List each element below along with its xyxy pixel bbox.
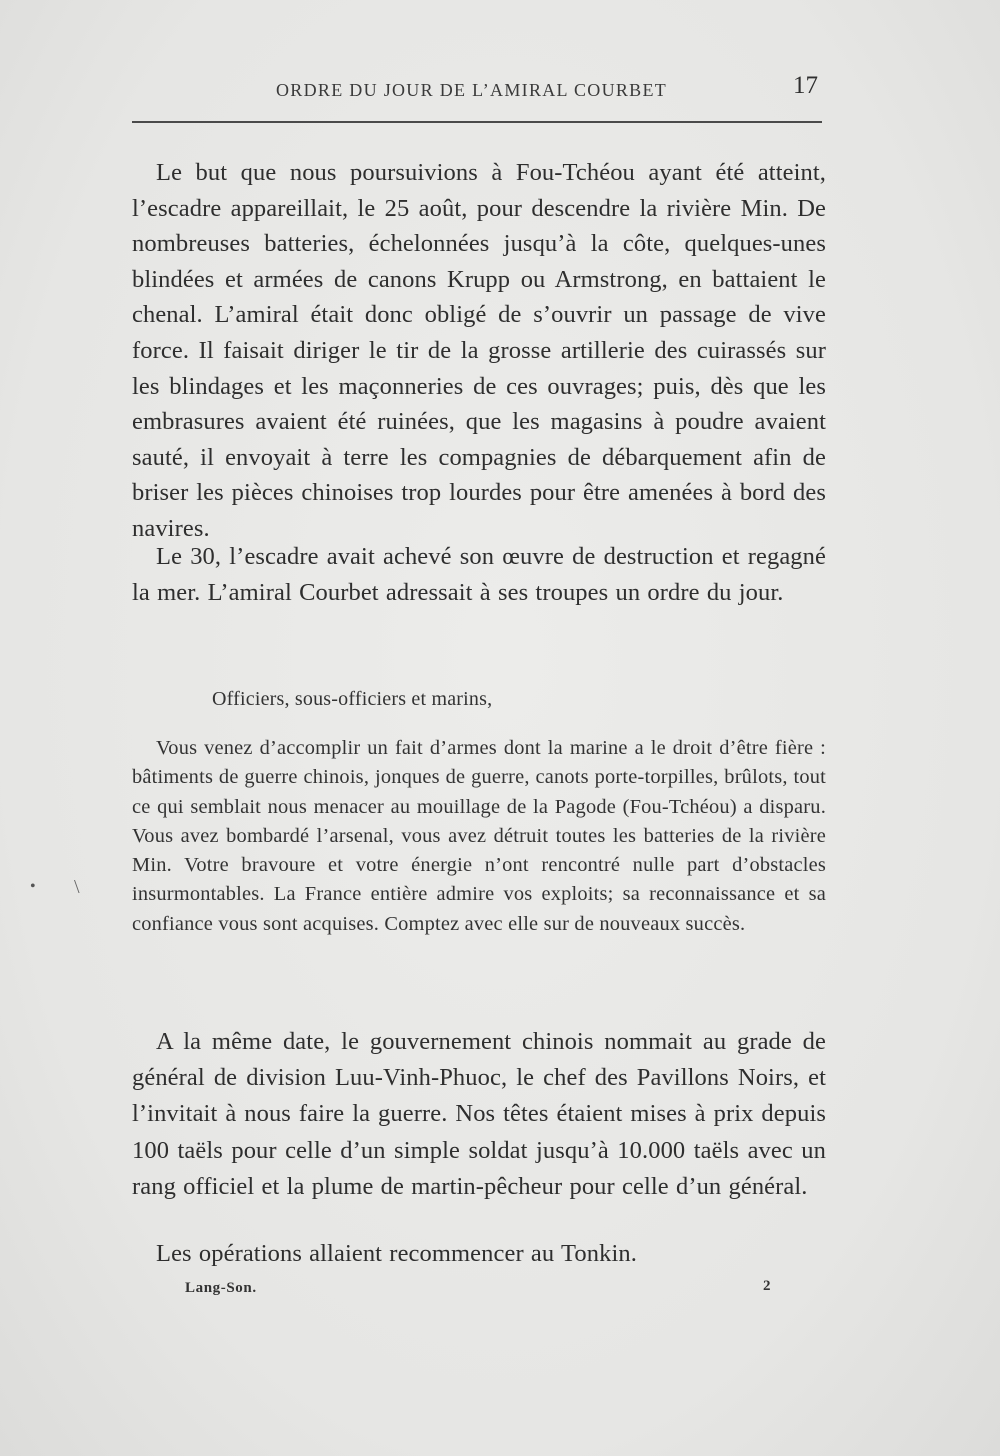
signature-mark: Lang-Son. xyxy=(185,1280,257,1296)
page-number: 17 xyxy=(793,72,818,99)
paragraph-destruction-complete: Le 30, l’escadre avait achevé son œuvre de destruction et regagné la mer. L’amiral Courbet adressait à ses troupes un ordre du jour. xyxy=(132,543,826,606)
signature-number: 2 xyxy=(763,1278,771,1294)
paragraph-chinese-government: A la même date, le gouvernement chinois nommait au grade de général de division Luu-Vinh-Phuoc, le chef des Pavillons Noirs, et l’invitait à nous faire la guerre. Nos têtes étaient mises à prix depuis 100 taëls pour celle d’un simple soldat jusqu’à 10.000 taëls avec un rang officiel et la plume de martin-pêcheur pour celle d’un général. xyxy=(132,1028,826,1200)
header-rule xyxy=(132,121,822,123)
paper-mark: \ xyxy=(74,876,80,898)
running-title: ORDRE DU JOUR DE L’AMIRAL COURBET xyxy=(276,80,668,100)
paper-speck: • xyxy=(30,878,36,895)
paragraph-escadre-departure: Le but que nous poursuivions à Fou-Tchéou ayant été atteint, l’escadre appareillait, le 25 août, pour descendre la rivière Min. De nombreuses batteries, échelonnées jusqu’à la côte, quelques-unes blindées et armées de canons Krupp ou Armstrong, en battaient le chenal. L’amiral était donc obligé de s’ouvrir un passage de vive force. Il faisait diriger le tir de la grosse artillerie des cuirassés sur les blindages et les maçonneries de ces ouvrages; puis, dès que les embrasures avaient été ruinées, que les magasins à poudre avaient sauté, il envoyait à terre les compagnies de débarquement afin de briser les pièces chinoises trop lourdes pour être amenées à bord des navires. xyxy=(132,159,826,542)
order-salutation: Officiers, sous-officiers et marins, xyxy=(212,688,493,710)
order-of-the-day-text: Vous venez d’accomplir un fait d’armes dont la marine a le droit d’être fière : bâtiments de guerre chinois, jonques de guerre, canots porte-torpilles, brûlots, tout ce qui semblait nous menacer au mouillage de la Pagode (Fou-Tchéou) a disparu. Vous avez bombardé l’arsenal, vous avez détruit toutes les batteries de la rivière Min. Votre bravoure et votre énergie n’ont rencontré nulle part d’obstacles insurmontables. La France entière admire vos exploits; sa reconnaissance et sa confiance vous sont acquises. Comptez avec elle sur de nouveaux succès. xyxy=(132,737,826,935)
paragraph-operations-resume: Les opérations allaient recommencer au Tonkin. xyxy=(156,1240,637,1267)
page-header xyxy=(132,72,822,104)
